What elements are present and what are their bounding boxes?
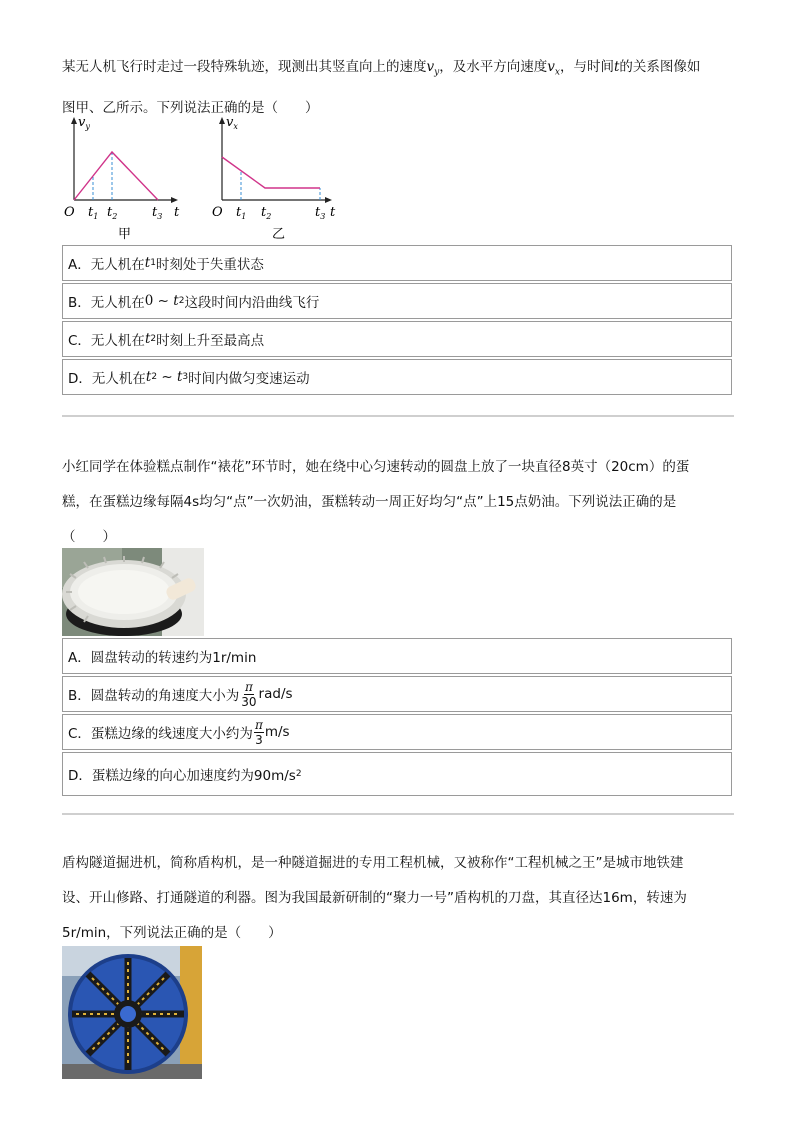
q1-options bbox=[62, 245, 732, 397]
origin-label: O bbox=[64, 205, 75, 220]
t3-label: $t_3$ bbox=[315, 205, 326, 221]
q2-option-d[interactable]: D．蛋糕边缘的向心加速度约为90m/s 2 bbox=[62, 752, 732, 796]
caption: 乙 bbox=[272, 227, 286, 242]
cutterhead-illustration bbox=[62, 946, 202, 1079]
x-axis-arrow bbox=[325, 197, 332, 203]
q2-option-c[interactable]: C．蛋糕边缘的线速度大小约为 $\frac{\pi}{3}$ m/s bbox=[62, 714, 732, 750]
fraction-pi-over-3: $\frac{\pi}{3}$ bbox=[254, 717, 263, 747]
cake-photo bbox=[62, 548, 204, 636]
x-label: t bbox=[174, 205, 180, 220]
vy-t-graph bbox=[62, 114, 192, 244]
caption: 甲 bbox=[118, 227, 132, 242]
y-axis-arrow bbox=[219, 117, 225, 124]
t1-label: $t_1$ bbox=[236, 205, 247, 221]
y-label: $v_x$ bbox=[226, 115, 238, 131]
origin-label: O bbox=[212, 205, 223, 220]
q2-option-b[interactable]: B．圆盘转动的角速度大小为 $\frac{\pi}{30}$ rad/s bbox=[62, 676, 732, 712]
t2-label: $t_2$ bbox=[107, 205, 118, 221]
tbm-cutterhead-photo bbox=[62, 946, 202, 1079]
q1-option-c[interactable]: C．无人机在 t 2 时刻上升至最高点 bbox=[62, 321, 732, 357]
cake-illustration bbox=[62, 548, 204, 636]
q1-option-b[interactable]: B．无人机在 0 ~ t 2 这段时间内沿曲线飞行 bbox=[62, 283, 732, 319]
t2-label: $t_2$ bbox=[261, 205, 272, 221]
q2-stem: 小红同学在体验糕点制作“裱花”环节时，她在绕中心匀速转动的圆盘上放了一块直径8英寸（20cm）的蛋 糕，在蛋糕边缘每隔4s均匀“点”一次奶油，蛋糕转动一周正好均匀“点”上15点奶油。下列说法正确的是 （ ） bbox=[62, 459, 690, 545]
q1-stem: 某无人机飞行时走过一段特殊轨迹，现测出其竖直向上的速度$v_y$，及水平方向速度$v_x$，与时间t的关系图像如 图甲、乙所示。下列说法正确的是（ ） bbox=[62, 59, 701, 116]
divider-2 bbox=[62, 813, 734, 815]
y-label: $v_y$ bbox=[78, 115, 90, 131]
t1-label: $t_1$ bbox=[88, 205, 99, 221]
x-label: t bbox=[330, 205, 336, 220]
vx-curve bbox=[222, 157, 320, 188]
q3-stem: 盾构隧道掘进机，简称盾构机，是一种隧道掘进的专用工程机械，又被称作“工程机械之王”是城市地铁建 设、开山修路、打通隧道的利器。图为我国最新研制的“聚力一号”盾构机的刀盘，其直径达16m，转速为 5r/min，下列说法正确的是（ ） bbox=[62, 855, 687, 941]
divider-1 bbox=[62, 415, 734, 417]
vy-curve bbox=[74, 152, 158, 200]
q2-options bbox=[62, 638, 732, 798]
fraction-pi-over-30: $\frac{\pi}{30}$ bbox=[241, 679, 257, 709]
y-axis-arrow bbox=[71, 117, 77, 124]
vx-t-graph bbox=[210, 114, 340, 244]
q2-option-a[interactable]: A．圆盘转动的转速约为1r/min bbox=[62, 638, 732, 674]
q1-option-a[interactable]: A．无人机在 t 1 时刻处于失重状态 bbox=[62, 245, 732, 281]
x-axis-arrow bbox=[171, 197, 178, 203]
q1-option-d[interactable]: D．无人机在 t 2 ~ t 3 时间内做匀变速运动 bbox=[62, 359, 732, 395]
t3-label: $t_3$ bbox=[152, 205, 163, 221]
